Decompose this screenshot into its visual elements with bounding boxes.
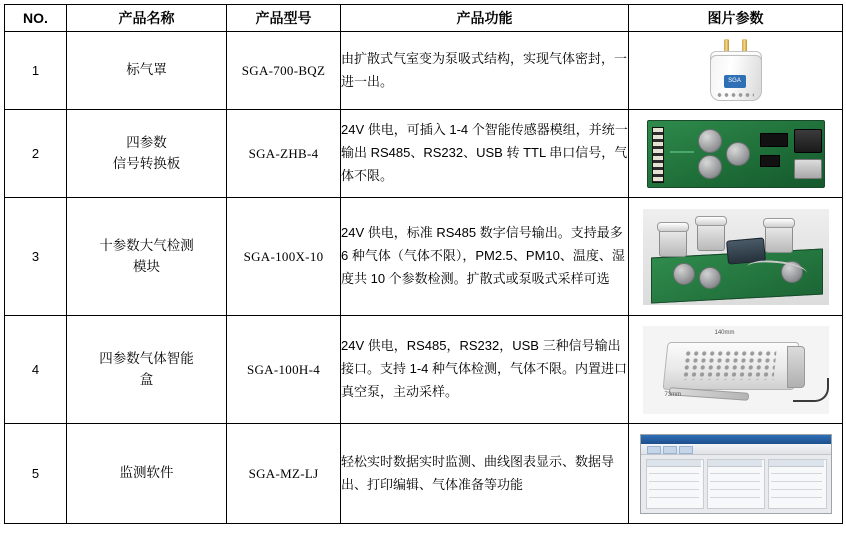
product-name [67, 198, 227, 316]
pcb-chip [760, 155, 780, 167]
product-function: 24V 供电，RS485，RS232，USB 三种信号输出接口。支持 1-4 种气体检测，气体不限。内置进口真空泵，主动采样。 [341, 316, 629, 424]
software-title-bar [641, 435, 831, 444]
software-row-line [771, 489, 822, 490]
column-header-product-model: 产品型号 [227, 5, 341, 32]
software-row-line [710, 481, 760, 482]
table-row [5, 32, 843, 110]
product-function: 由扩散式气室变为泵吸式结构，实现气体密封，一进一出。 [341, 32, 629, 110]
smart-box-illustration [643, 326, 829, 414]
product-name-line2: 盒 [139, 371, 154, 387]
product-name-line2: 信号转换板 [112, 155, 181, 171]
column-header-product-name: 产品名称 [67, 5, 227, 32]
software-row-line [649, 489, 699, 490]
monitoring-software-screenshot [629, 434, 842, 514]
product-name-line1: 十参数大气检测 [99, 237, 194, 253]
row-number: 4 [5, 316, 67, 424]
product-name [67, 316, 227, 424]
product-name: 监测软件 [67, 424, 227, 524]
software-row-line [710, 473, 760, 474]
software-ui-illustration [640, 434, 832, 514]
product-specification-table [4, 4, 843, 524]
hood-label: SGA [724, 75, 746, 88]
software-table-header [769, 460, 824, 467]
product-model: SGA-700-BQZ [227, 32, 341, 110]
table-row [5, 110, 843, 198]
table-header-row [5, 5, 843, 32]
software-row-line [771, 497, 822, 498]
product-image-cell [629, 424, 843, 524]
signal-conversion-board-photo [629, 120, 842, 188]
software-toolbar-button [663, 446, 677, 454]
software-row-line [649, 473, 699, 474]
product-image-cell [629, 198, 843, 316]
dimension-label-top: 140mm [714, 329, 735, 336]
sensor-socket-icon [673, 263, 695, 285]
product-image-cell [629, 316, 843, 424]
product-function: 24V 供电，标准 RS485 数字信号输出。支持最多 6 种气体（气体不限），PM2.5、PM10、温度、湿度共 10 个参数检测。扩散式或泵吸式采样可选 [341, 198, 629, 316]
smart-gas-box-photo [629, 326, 842, 414]
software-table-header [647, 460, 701, 467]
product-name-line2: 模块 [133, 258, 160, 274]
product-model: SGA-ZHB-4 [227, 110, 341, 198]
software-toolbar-button [679, 446, 693, 454]
column-header-no: NO. [5, 5, 67, 32]
sensor-rim [763, 218, 795, 228]
software-row-line [771, 473, 822, 474]
pcb-trace [670, 151, 694, 153]
product-image-cell [629, 32, 843, 110]
pcb-pin-header [652, 127, 664, 183]
software-table-header [708, 460, 762, 467]
product-model: SGA-MZ-LJ [227, 424, 341, 524]
product-name: 标气罩 [67, 32, 227, 110]
product-image-cell [629, 110, 843, 198]
module-illustration [643, 209, 829, 305]
row-number: 1 [5, 32, 67, 110]
box-cable [793, 378, 829, 402]
ten-parameter-module-photo [629, 209, 842, 305]
table-row [5, 198, 843, 316]
software-toolbar-button [647, 446, 661, 454]
column-header-product-function: 产品功能 [341, 5, 629, 32]
software-row-line [771, 481, 822, 482]
column-header-image-parameters: 图片参数 [629, 5, 843, 32]
software-row-line [649, 481, 699, 482]
sensor-can-icon [765, 221, 793, 253]
sensor-can-icon [659, 225, 687, 257]
sensor-socket-icon [699, 267, 721, 289]
hood-vent-holes [716, 92, 754, 98]
product-name [67, 110, 227, 198]
pcb-connector-block [794, 129, 822, 153]
software-row-line [710, 497, 760, 498]
product-name-line1: 四参数 [126, 134, 167, 150]
pcb-chip [760, 133, 788, 147]
row-number: 3 [5, 198, 67, 316]
product-model: SGA-100X-10 [227, 198, 341, 316]
product-function: 轻松实时数据实时监测、曲线图表显示、数据导出、打印编辑、气体准备等功能 [341, 424, 629, 524]
table-row [5, 316, 843, 424]
product-name-line1: 四参数气体智能 [99, 350, 194, 366]
table-body [5, 32, 843, 524]
sensor-rim [657, 222, 689, 232]
table-header [5, 5, 843, 32]
dimension-label-left: 73mm [664, 391, 682, 398]
row-number: 5 [5, 424, 67, 524]
row-number: 2 [5, 110, 67, 198]
software-row-line [710, 489, 760, 490]
sensor-can-icon [697, 219, 725, 251]
sensor-socket-icon [698, 155, 722, 179]
gas-hood-illustration [700, 37, 772, 105]
sensor-socket-icon [698, 129, 722, 153]
sensor-rim [695, 216, 727, 226]
pcb-illustration [647, 120, 825, 188]
product-model: SGA-100H-4 [227, 316, 341, 424]
usb-port-icon [794, 159, 822, 179]
gas-hood-photo [629, 37, 842, 105]
software-row-line [649, 497, 699, 498]
product-function: 24V 供电，可插入 1-4 个智能传感器模组，并统一输出 RS485、RS232、USB 转 TTL 串口信号，气体不限。 [341, 110, 629, 198]
box-vent-grid [681, 350, 776, 380]
table-row [5, 424, 843, 524]
sensor-socket-icon [726, 142, 750, 166]
